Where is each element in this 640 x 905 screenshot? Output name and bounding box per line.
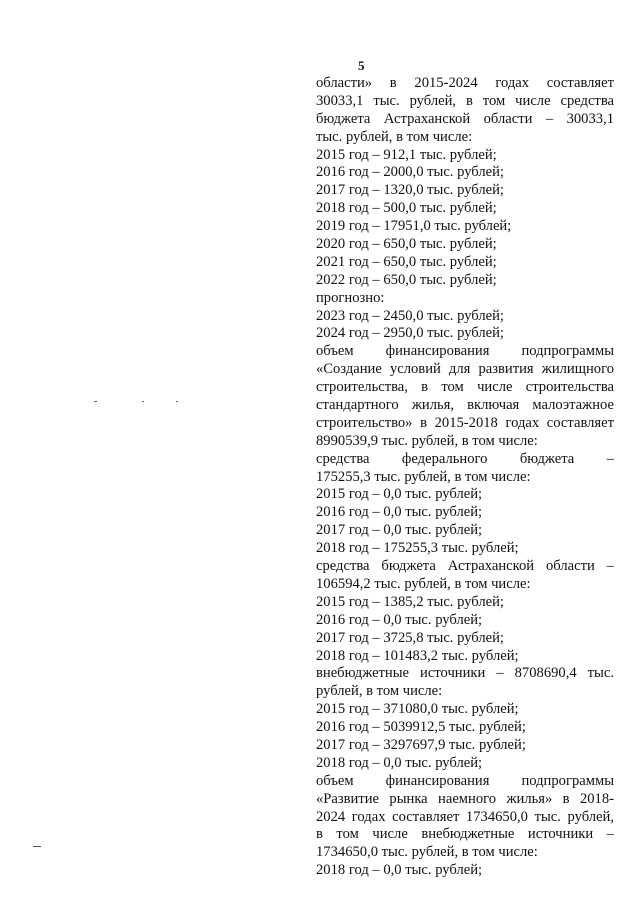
text-line: 2024 год – 2950,0 тыс. рублей;: [316, 325, 504, 342]
text-line: области» в 2015-2024 годах составляет: [316, 75, 614, 91]
text-line: 2017 год – 3297697,9 тыс. рублей;: [316, 736, 526, 753]
text-line: 2020 год – 650,0 тыс. рублей;: [316, 236, 497, 253]
text-line: 2015 год – 0,0 тыс. рублей;: [316, 486, 483, 503]
text-line: внебюджетные источники – 8708690,4 тыс.: [316, 665, 614, 682]
text-line: бюджета Астраханской области – 30033,1: [316, 110, 614, 127]
scan-dot: [176, 401, 178, 402]
text-line: 1734650,0 тыс. рублей, в том числе:: [316, 844, 538, 861]
text-line: 2024 годах составляет 1734650,0 тыс. рублей,: [316, 808, 614, 825]
text-line: 2018 год – 0,0 тыс. рублей;: [316, 862, 483, 879]
text-line: 2015 год – 912,1 тыс. рублей;: [316, 146, 497, 163]
text-line: в том числе внебюджетные источники –: [316, 826, 614, 843]
text-line: объем финансирования подпрограммы: [316, 772, 614, 789]
text-line: рублей, в том числе:: [316, 683, 443, 700]
text-line: стандартного жилья, включая малоэтажное: [316, 397, 614, 414]
text-line: тыс. рублей, в том числе:: [316, 128, 473, 145]
text-line: 2017 год – 1320,0 тыс. рублей;: [316, 182, 504, 199]
text-line: 2016 год – 0,0 тыс. рублей;: [316, 504, 483, 521]
text-line: средства бюджета Астраханской области –: [316, 558, 614, 575]
text-line: 2018 год – 500,0 тыс. рублей;: [316, 200, 497, 217]
body-text-column: [316, 75, 614, 880]
text-line: 2018 год – 101483,2 тыс. рублей;: [316, 647, 519, 664]
text-line: 2015 год – 1385,2 тыс. рублей;: [316, 593, 504, 610]
text-line: 2018 год – 175255,3 тыс. рублей;: [316, 540, 519, 557]
text-line: 2017 год – 0,0 тыс. рублей;: [316, 522, 483, 539]
text-line: 2019 год – 17951,0 тыс. рублей;: [316, 218, 512, 235]
text-line: 2022 год – 650,0 тыс. рублей;: [316, 271, 497, 288]
text-line: «Развитие рынка наемного жилья» в 2018-: [316, 790, 614, 807]
text-line: прогнозно:: [316, 289, 385, 306]
text-line: строительства, в том числе строительства: [316, 379, 614, 396]
text-line: 106594,2 тыс. рублей, в том числе:: [316, 575, 531, 592]
text-line: 2016 год – 2000,0 тыс. рублей;: [316, 164, 504, 181]
text-line: 175255,3 тыс. рублей, в том числе:: [316, 468, 531, 485]
text-line: 8990539,9 тыс. рублей, в том числе:: [316, 432, 538, 449]
text-line: 2016 год – 5039912,5 тыс. рублей;: [316, 719, 526, 736]
text-line: средства федерального бюджета –: [316, 450, 614, 467]
text-line: строительство» в 2015-2018 годах составляет: [316, 414, 614, 431]
text-line: 30033,1 тыс. рублей, в том числе средства: [316, 92, 614, 109]
text-line: 2023 год – 2450,0 тыс. рублей;: [316, 307, 504, 324]
scan-dot: [142, 401, 144, 402]
text-line: 2017 год – 3725,8 тыс. рублей;: [316, 629, 504, 646]
text-line: «Создание условий для развития жилищного: [316, 361, 614, 378]
text-line: 2015 год – 371080,0 тыс. рублей;: [316, 701, 519, 718]
text-line: 2021 год – 650,0 тыс. рублей;: [316, 253, 497, 270]
page-number: 5: [358, 58, 365, 73]
text-line: объем финансирования подпрограммы: [316, 343, 614, 360]
scan-dot: [94, 401, 97, 402]
scan-dash: [33, 846, 41, 847]
text-line: 2016 год – 0,0 тыс. рублей;: [316, 611, 483, 628]
text-line: 2018 год – 0,0 тыс. рублей;: [316, 754, 483, 771]
